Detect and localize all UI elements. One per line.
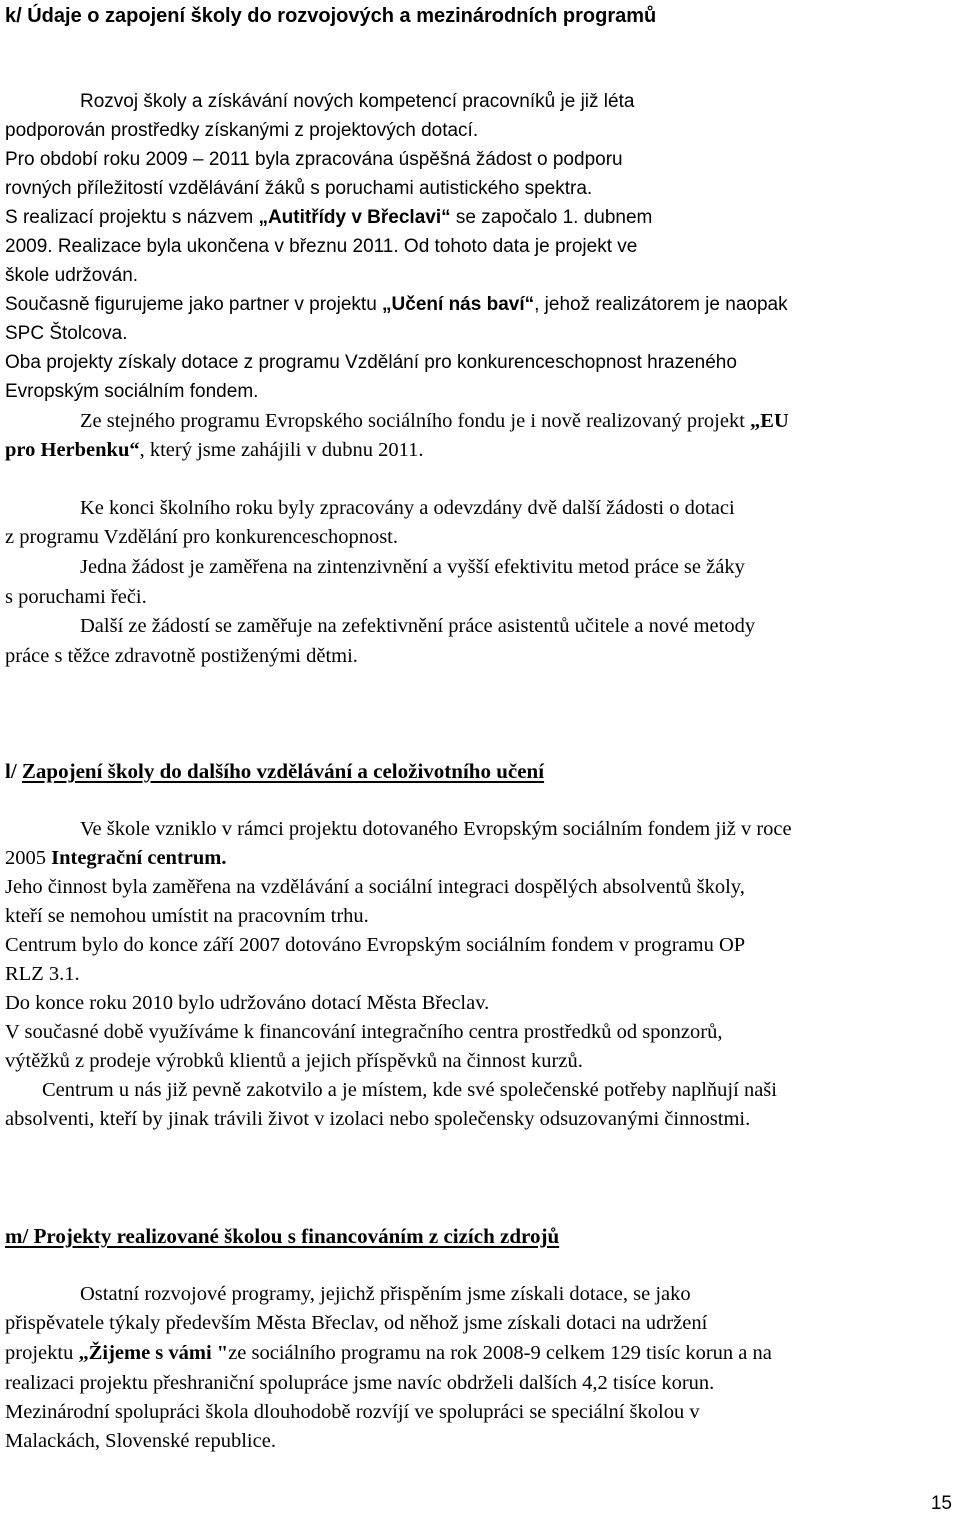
paragraph-line: rovných příležitostí vzdělávání žáků s poruchami autistického spektra. [5, 178, 593, 199]
paragraph-line [5, 440, 424, 461]
paragraph-line: Ostatní rozvojové programy, jejichž přispěním jsme získali dotace, se jako [80, 1283, 691, 1305]
paragraph-line [5, 295, 788, 314]
paragraph-line: podporován prostředky získanými z projektových dotací. [5, 120, 479, 141]
paragraph-line: Rozvoj školy a získávání nových kompetencí pracovníků je již léta [80, 91, 635, 112]
paragraph-line [5, 208, 652, 227]
project-name-autitridy: „Autitřídy v Břeclavi“ [258, 207, 451, 228]
text-run: Současně figurujeme jako partner v projektu [5, 294, 383, 315]
page-number: 15 [930, 1493, 952, 1514]
section-l-heading [5, 761, 544, 782]
paragraph-line: Ve škole vzniklo v rámci projektu dotovaného Evropským sociálním fondem již v roce [80, 818, 792, 840]
paragraph-line: Oba projekty získaly dotace z programu Vzdělání pro konkurenceschopnost hrazeného [5, 352, 737, 373]
paragraph-line: Ke konci školního roku byly zpracovány a odevzdány dvě další žádosti o dotaci [80, 497, 735, 519]
text-run: S realizací projektu s názvem [5, 207, 259, 228]
paragraph-line [5, 848, 226, 869]
paragraph-line: Jedna žádost je zaměřena na zintenzivnění a vyšší efektivitu metod práce se žáky [80, 556, 745, 578]
project-name-eu-herbenku-cont: pro Herbenku“ [5, 439, 140, 461]
text-run: ze sociálního programu na rok 2008-9 celkem 129 tisíc korun a na [228, 1342, 772, 1364]
paragraph-line: Malackách, Slovenské republice. [5, 1430, 276, 1452]
paragraph-line: kteří se nemohou umístit na pracovním trhu. [5, 905, 369, 927]
text-run: Ze stejného programu Evropského sociálního fondu je i nově realizovaný projekt [80, 410, 751, 432]
paragraph-line: práce s těžce zdravotně postiženými dětmi. [5, 645, 358, 667]
text-run: 2005 [5, 847, 52, 869]
project-name-eu-herbenku: „EU [750, 410, 789, 432]
paragraph-line: RLZ 3.1. [5, 963, 80, 985]
project-name-uceni: „Učení nás baví“ [382, 294, 535, 315]
paragraph-line: 2009. Realizace byla ukončena v březnu 2011. Od tohoto data je projekt ve [5, 236, 638, 257]
paragraph-line: SPC Štolcova. [5, 323, 128, 344]
text-run: se započalo 1. dubnem [450, 207, 653, 228]
project-name-zijeme: „Žijeme s vámi " [78, 1342, 229, 1364]
paragraph-line: Pro období roku 2009 – 2011 byla zpracována úspěšná žádost o podporu [5, 149, 623, 170]
integracni-centrum: Integrační centrum. [51, 847, 227, 869]
text-run: , jehož realizátorem je naopak [534, 294, 788, 315]
text-run: projektu [5, 1342, 79, 1364]
paragraph-line: s poruchami řeči. [5, 586, 147, 608]
paragraph-line: škole udržován. [5, 265, 139, 286]
paragraph-line: přispěvatele týkaly především Města Břeclav, od něhož jsme získali dotaci na udržení [5, 1312, 708, 1334]
paragraph-line: Do konce roku 2010 bylo udržováno dotací Města Břeclav. [5, 992, 490, 1014]
paragraph-line: Další ze žádostí se zaměřuje na zefektivnění práce asistentů učitele a nové metody [80, 615, 756, 637]
paragraph-line: realizaci projektu přeshraniční spolupráce jsme navíc obdrželi dalších 4,2 tisíce korun. [5, 1372, 715, 1394]
paragraph-line: Centrum bylo do konce září 2007 dotováno Evropským sociálním fondem v programu OP [5, 934, 746, 956]
section-l-prefix: l/ [5, 759, 22, 783]
paragraph-line: z programu Vzdělání pro konkurenceschopnost. [5, 526, 398, 548]
section-k-heading: k/ Údaje o zapojení školy do rozvojových a mezinárodních programů [5, 5, 657, 27]
paragraph-line: Centrum u nás již pevně zakotvilo a je místem, kde své společenské potřeby naplňují naši [42, 1079, 777, 1101]
paragraph-line: absolventi, kteří by jinak trávili život v izolaci nebo společensky odsuzovanými činnostmi. [5, 1108, 751, 1130]
paragraph-line: Jeho činnost byla zaměřena na vzdělávání a sociální integraci dospělých absolventů školy, [5, 876, 745, 898]
text-run: , který jsme zahájili v dubnu 2011. [139, 439, 424, 461]
section-l-title: Zapojení školy do dalšího vzdělávání a celoživotního učení [21, 759, 545, 783]
paragraph-line: Mezinárodní spolupráci škola dlouhodobě rozvíjí ve spolupráci se speciální školou v [5, 1401, 700, 1423]
paragraph-line [5, 1343, 772, 1364]
section-m-heading: m/ Projekty realizované školou s financováním z cizích zdrojů [5, 1224, 560, 1248]
paragraph-line: V současné době využíváme k financování integračního centra prostředků od sponzorů, [5, 1021, 723, 1043]
paragraph-line: Evropským sociálním fondem. [5, 381, 259, 402]
paragraph-line: výtěžků z prodeje výrobků klientů a jejich příspěvků na činnost kurzů. [5, 1050, 583, 1072]
paragraph-line [80, 411, 789, 432]
